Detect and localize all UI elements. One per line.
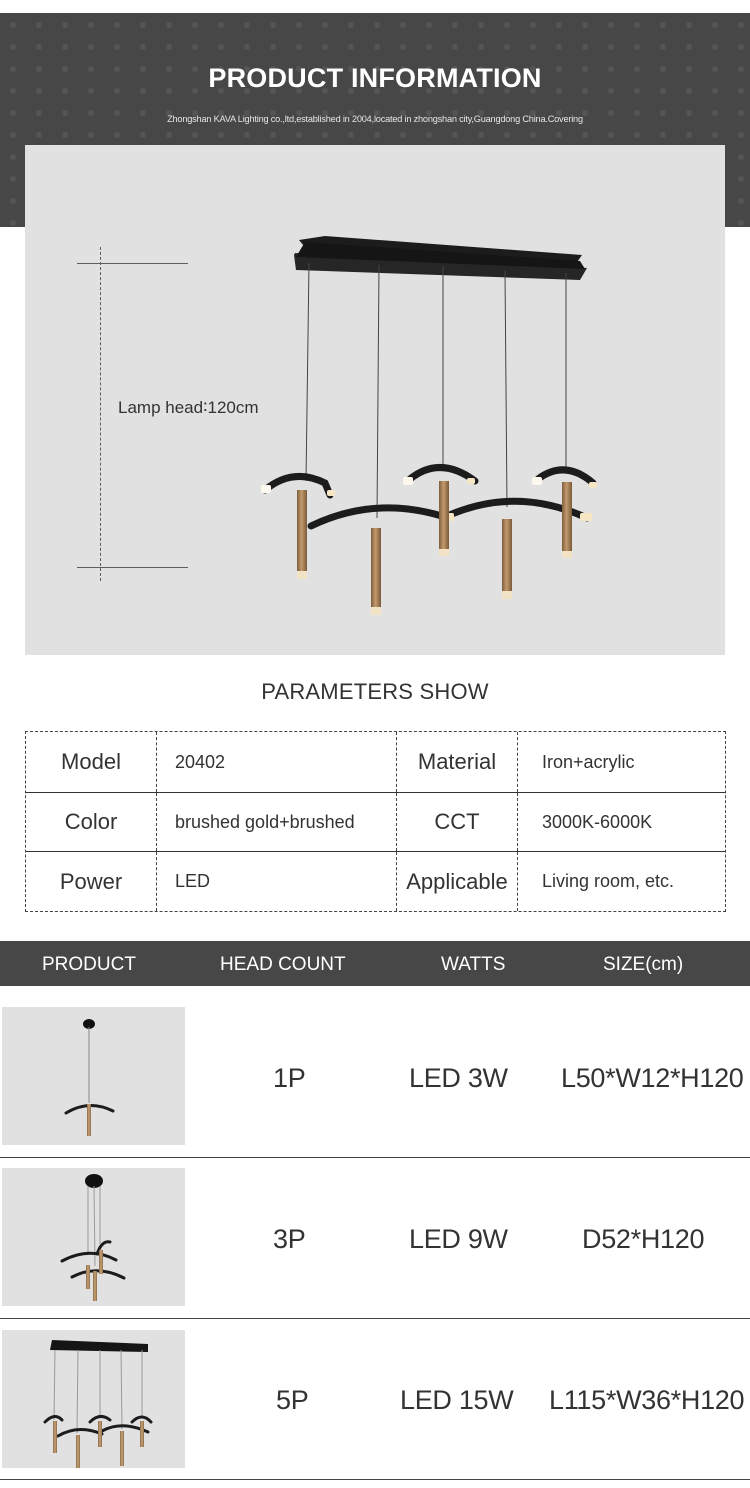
table-row <box>0 1158 750 1319</box>
param-label: Color <box>26 793 157 851</box>
param-value: LED <box>157 852 397 911</box>
parameter-row <box>26 732 725 792</box>
parameter-row <box>26 792 725 851</box>
head-count: 5P <box>276 1385 309 1415</box>
hero-product-image <box>25 145 725 655</box>
param-value: 3000K-6000K <box>542 811 653 832</box>
column-header-head-count: HEAD COUNT <box>220 954 346 975</box>
lamp-height-label: Lamp head∶120cm <box>118 398 259 417</box>
watts: LED 9W <box>409 1224 508 1254</box>
param-value: brushed gold+brushed <box>157 793 397 851</box>
size: D52*H120 <box>582 1224 705 1254</box>
table-row <box>0 997 750 1158</box>
head-count: 1P <box>273 1063 306 1093</box>
size: L50*W12*H120 <box>561 1063 744 1093</box>
param-label: Model <box>26 732 157 792</box>
param-label: Material <box>397 732 518 792</box>
watts: LED 3W <box>409 1063 508 1093</box>
param-label: CCT <box>397 793 518 851</box>
parameters-title: PARAMETERS SHOW <box>261 679 489 704</box>
company-description: Zhongshan KAVA Lighting co.,ltd,established in 2004,located in zhongshan city,Guangdong China.Covering <box>167 114 583 124</box>
param-label: Power <box>26 852 157 911</box>
column-header-watts: WATTS <box>441 954 506 975</box>
param-value: 20402 <box>157 732 397 792</box>
product-thumbnail-3p <box>2 1168 185 1306</box>
param-value: Living room, etc. <box>542 871 675 891</box>
param-label: Applicable <box>397 852 518 911</box>
table-row <box>0 1319 750 1480</box>
product-thumbnail-5p <box>2 1330 185 1468</box>
size: L115*W36*H120 <box>549 1385 745 1415</box>
row-divider <box>0 1479 750 1480</box>
parameter-row <box>26 851 725 911</box>
watts: LED 15W <box>400 1385 514 1415</box>
size-table-header <box>0 941 750 986</box>
page-title: PRODUCT INFORMATION <box>208 63 542 93</box>
column-header-size: SIZE(cm) <box>603 954 684 975</box>
parameters-table <box>25 731 726 912</box>
param-value: Iron+acrylic <box>542 751 635 772</box>
product-thumbnail-1p <box>2 1007 185 1145</box>
column-header-product: PRODUCT <box>42 954 136 975</box>
pendant-lamp-illustration <box>25 145 725 655</box>
head-count: 3P <box>273 1224 306 1254</box>
